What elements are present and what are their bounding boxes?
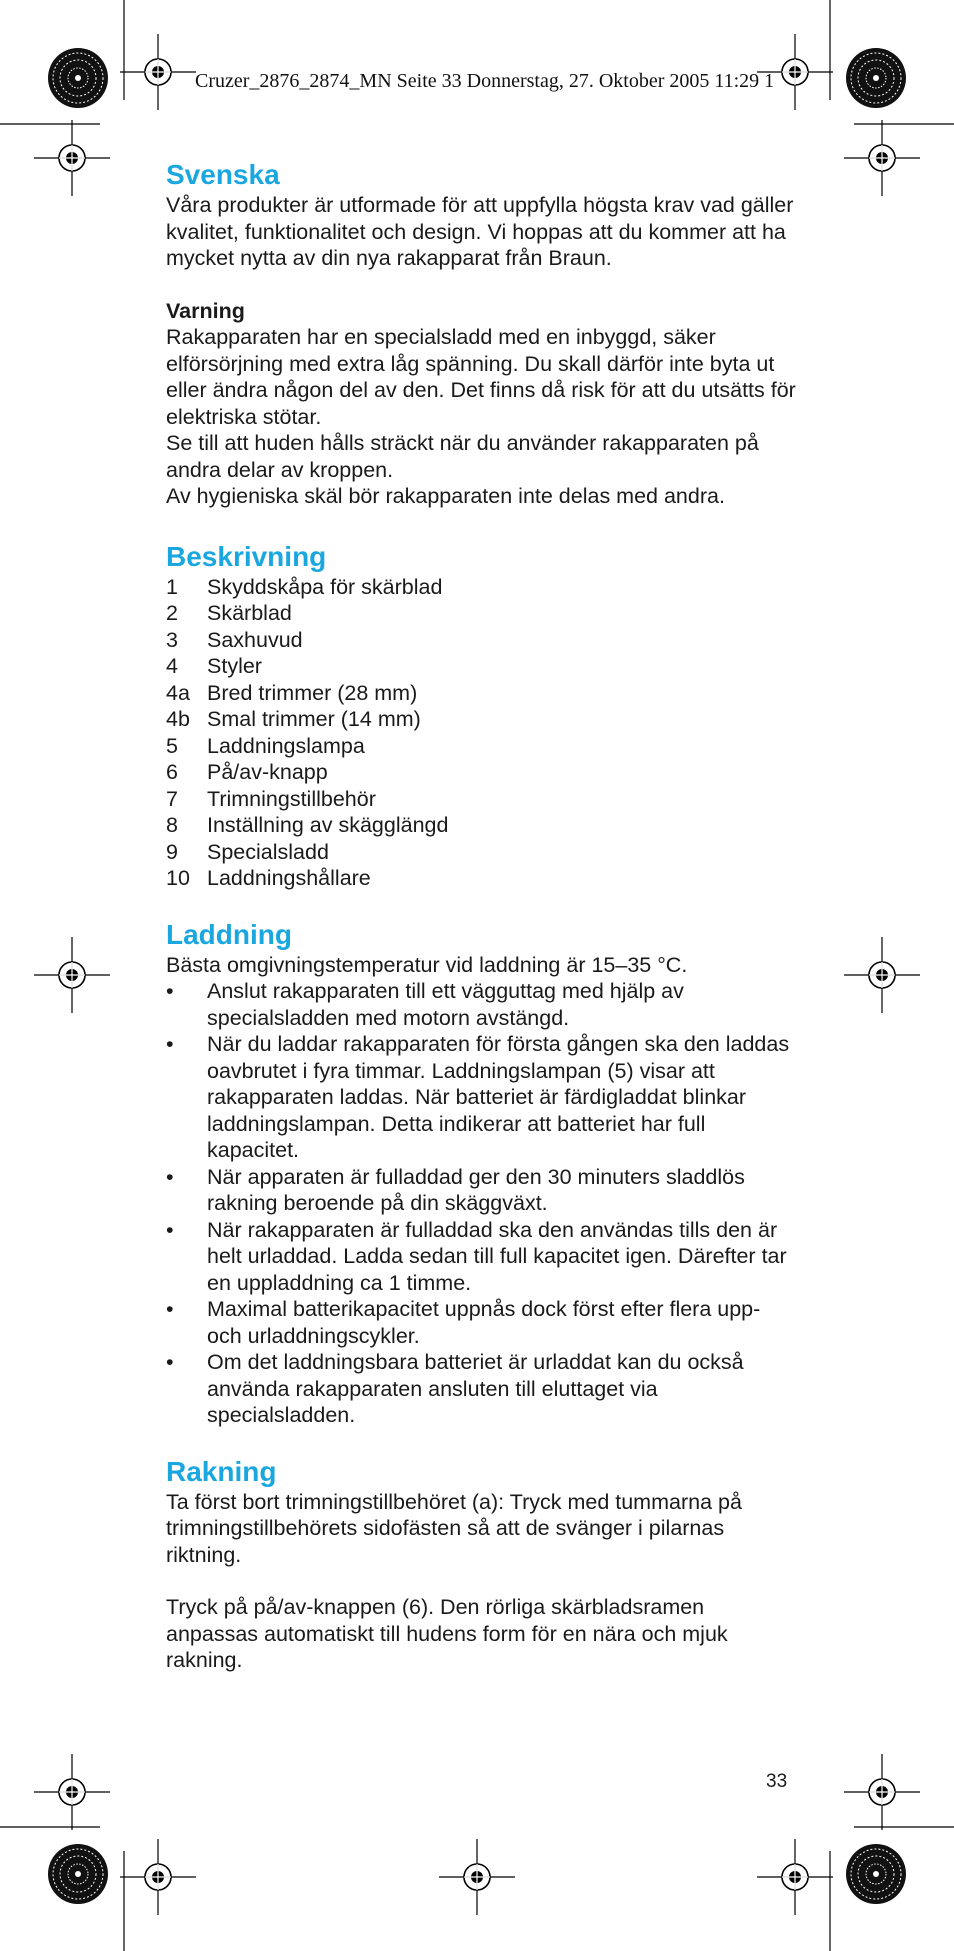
registration-mark-icon	[120, 1839, 196, 1915]
item-text: Skyddskåpa för skärblad	[207, 574, 443, 599]
registration-mark-icon	[34, 1754, 110, 1830]
list-item	[166, 812, 796, 839]
item-text: Trimningstillbehör	[207, 786, 376, 811]
warning-paragraph: Rakapparaten har en specialsladd med en inbyggd, säker elförsörjning med extra låg spänning. Du skall därför inte byta ut eller ändra någon del av den. Det finns då risk för att du utsätts för elektriska stötar.	[166, 325, 796, 429]
item-number: 9	[166, 839, 178, 864]
laddning-intro: Bästa omgivningstemperatur vid laddning är 15–35 °C.	[166, 952, 688, 977]
item-text: Bred trimmer (28 mm)	[207, 680, 418, 705]
list-item	[166, 1164, 796, 1217]
item-number: 4a	[166, 680, 190, 705]
item-text: Laddningshållare	[207, 866, 371, 890]
list-item	[166, 786, 796, 813]
page-content	[166, 158, 796, 1674]
list-item	[166, 627, 796, 654]
warning-paragraph: Av hygieniska skäl bör rakapparaten inte delas med andra.	[166, 484, 725, 508]
registration-mark-icon	[439, 1839, 515, 1915]
rakning-heading: Rakning	[166, 1455, 277, 1487]
item-number: 5	[166, 733, 178, 758]
list-item	[166, 680, 796, 707]
registration-mark-icon	[34, 937, 110, 1013]
item-number: 2	[166, 601, 178, 625]
item-number: 1	[166, 574, 178, 599]
list-item	[166, 1296, 796, 1349]
rakning-paragraph: Tryck på på/av-knappen (6). Den rörliga skärbladsramen anpassas automatiskt till hudens form för en nära och mjuk rakning.	[166, 1595, 728, 1672]
list-item	[166, 1217, 796, 1297]
registration-mark-icon	[844, 120, 920, 196]
item-number: 8	[166, 813, 178, 837]
list-item	[166, 1031, 796, 1164]
bullet: •	[166, 1297, 174, 1321]
beskrivning-heading: Beskrivning	[166, 540, 327, 572]
registration-mark-icon	[844, 1754, 920, 1830]
item-number: 3	[166, 627, 178, 652]
star-target-icon	[48, 1844, 108, 1904]
list-item	[166, 653, 796, 680]
item-number: 4b	[166, 707, 190, 731]
bullet: •	[166, 979, 174, 1003]
bullet: •	[166, 1164, 174, 1189]
list-item	[166, 865, 796, 892]
bullet-text: När du laddar rakapparaten för första gången ska den laddas oavbrutet i fyra timmar. Laddningslampan (5) visar att rakapparaten laddas. När batteriet är färdigladdat blinkar laddningslampan. Detta indikerar att batteriet har full kapacitet.	[207, 1032, 790, 1162]
registration-mark-icon	[757, 1839, 833, 1915]
item-text: Laddningslampa	[207, 733, 365, 758]
item-text: Skärblad	[207, 601, 292, 625]
page-number: 33	[766, 1771, 788, 1792]
svenska-heading: Svenska	[166, 159, 280, 190]
bullet-text: Om det laddningsbara batteriet är urladdat kan du också använda rakapparaten ansluten till eluttaget via specialsladden.	[207, 1350, 744, 1427]
registration-mark-icon	[844, 937, 920, 1013]
item-text: Inställning av skägglängd	[207, 813, 449, 837]
item-text: Specialsladd	[207, 839, 329, 864]
warning-title: Varning	[166, 298, 245, 323]
list-item	[166, 574, 796, 601]
svenska-intro: Våra produkter är utformade för att uppfylla högsta krav vad gäller kvalitet, funktionalitet och design. Vi hoppas att du kommer att ha mycket nytta av din nya rakapparat från Braun.	[166, 193, 794, 270]
laddning-heading: Laddning	[166, 918, 292, 950]
item-text: Styler	[207, 654, 262, 678]
list-item	[166, 978, 796, 1031]
item-text: Smal trimmer (14 mm)	[207, 707, 421, 731]
item-number: 10	[166, 866, 190, 890]
parts-list	[166, 574, 796, 892]
registration-mark-icon	[120, 34, 196, 110]
charging-bullet-list	[166, 978, 796, 1429]
list-item	[166, 759, 796, 786]
item-number: 6	[166, 760, 178, 784]
list-item	[166, 839, 796, 866]
registration-mark-icon	[34, 120, 110, 196]
bullet: •	[166, 1032, 174, 1056]
list-item	[166, 600, 796, 627]
bullet: •	[166, 1350, 174, 1374]
print-slug-header: Cruzer_2876_2874_MN Seite 33 Donnerstag, 27. Oktober 2005 11:29 1	[195, 70, 775, 92]
star-target-icon	[48, 48, 108, 108]
bullet: •	[166, 1217, 174, 1242]
bullet-text: När apparaten är fulladdad ger den 30 minuters sladdlös rakning beroende på din skäggväxt.	[207, 1164, 745, 1215]
star-target-icon	[846, 48, 906, 108]
rakning-paragraph: Ta först bort trimningstillbehöret (a): Tryck med tummarna på trimningstillbehörets sidofästen så att de svänger i pilarnas riktning.	[166, 1489, 742, 1567]
star-target-icon	[846, 1844, 906, 1904]
list-item	[166, 733, 796, 760]
item-number: 7	[166, 786, 178, 811]
list-item	[166, 706, 796, 733]
item-text: På/av-knapp	[207, 760, 328, 784]
bullet-text: Maximal batterikapacitet uppnås dock först efter flera upp- och urladdningscykler.	[207, 1297, 761, 1348]
list-item	[166, 1349, 796, 1429]
item-text: Saxhuvud	[207, 627, 303, 652]
item-number: 4	[166, 654, 178, 678]
bullet-text: Anslut rakapparaten till ett vägguttag med hjälp av specialsladden med motorn avstängd.	[207, 979, 684, 1030]
bullet-text: När rakapparaten är fulladdad ska den användas tills den är helt urladdad. Ladda sedan till full kapacitet igen. Därefter tar en uppladdning ca 1 timme.	[207, 1217, 787, 1295]
warning-paragraph: Se till att huden hålls sträckt när du använder rakapparaten på andra delar av kroppen.	[166, 431, 759, 482]
